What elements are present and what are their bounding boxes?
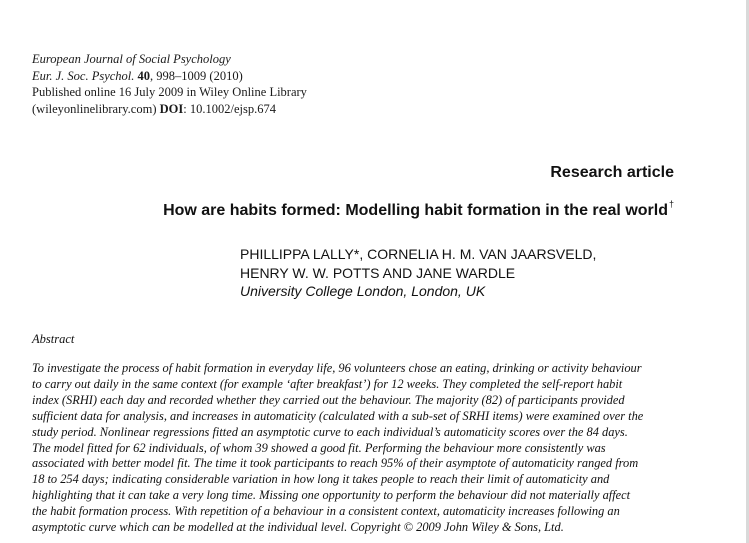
title-footnote-mark: † — [668, 199, 674, 209]
abstract-line: sufficient data for analysis, and increases in automaticity (calculated with a sub-set of SRHI items) were examined over the — [32, 408, 644, 423]
author-line-1: PHILLIPPA LALLY*, CORNELIA H. M. VAN JAARSVELD, — [240, 246, 597, 262]
abstract-line: study period. Nonlinear regressions fitted an asymptotic curve to each individual’s automaticity scores over the 84 days. — [32, 424, 628, 439]
journal-citation — [32, 68, 307, 85]
abstract-body — [32, 361, 682, 536]
author-line-2: HENRY W. W. POTTS AND JANE WARDLE — [240, 264, 516, 281]
doi-value: : 10.1002/ejsp.674 — [183, 101, 276, 116]
doi-label: DOI — [159, 101, 184, 116]
abstract-line: highlighting that it can take a very long time. Missing one opportunity to perform the behaviour did not materially affect — [32, 488, 631, 503]
pages-year: , 998–1009 (2010) — [150, 68, 243, 83]
journal-header — [32, 51, 307, 117]
abstract-line: to carry out daily in the same context (for example ‘after breakfast’) for 12 weeks. They completed the self-report habit — [32, 376, 623, 391]
citation-abbrev: Eur. J. Soc. Psychol. — [32, 68, 135, 83]
library-site: (wileyonlinelibrary.com) — [32, 101, 157, 116]
abstract-line: the habit formation process. With repetition of a behaviour in a consistent context, automaticity increases following an — [32, 504, 620, 519]
abstract-line: index (SRHI) each day and recorded whether they carried out the behaviour. The majority (82) of participants provided — [32, 392, 625, 407]
abstract-line: The model fitted for 62 individuals, of whom 39 showed a good fit. Performing the behaviour more consistently was — [32, 440, 606, 455]
published-online: Published online 16 July 2009 in Wiley Online Library — [32, 85, 307, 99]
abstract-line: asymptotic curve which can be modelled at the individual level. Copyright © 2009 John Wiley & Sons, Ltd. — [32, 520, 564, 535]
article-title — [163, 199, 674, 220]
volume-number: 40 — [137, 68, 151, 83]
abstract-line: associated with better model fit. The time it took participants to reach 95% of their asymptote of automaticity ranged from — [32, 456, 639, 471]
abstract-heading: Abstract — [32, 332, 75, 346]
section-label: Research article — [550, 164, 674, 181]
article-title-text: How are habits formed: Modelling habit formation in the real world — [163, 202, 668, 219]
author-block — [240, 245, 596, 301]
author-affiliation: University College London, London, UK — [240, 283, 486, 299]
abstract-line: To investigate the process of habit formation in everyday life, 96 volunteers chose an eating, drinking or activity behaviour — [32, 361, 642, 375]
abstract-line: 18 to 254 days; indicating considerable variation in how long it takes people to reach their limit of automaticity and — [32, 472, 610, 487]
doi-line — [32, 101, 307, 118]
journal-name: European Journal of Social Psychology — [32, 52, 231, 66]
